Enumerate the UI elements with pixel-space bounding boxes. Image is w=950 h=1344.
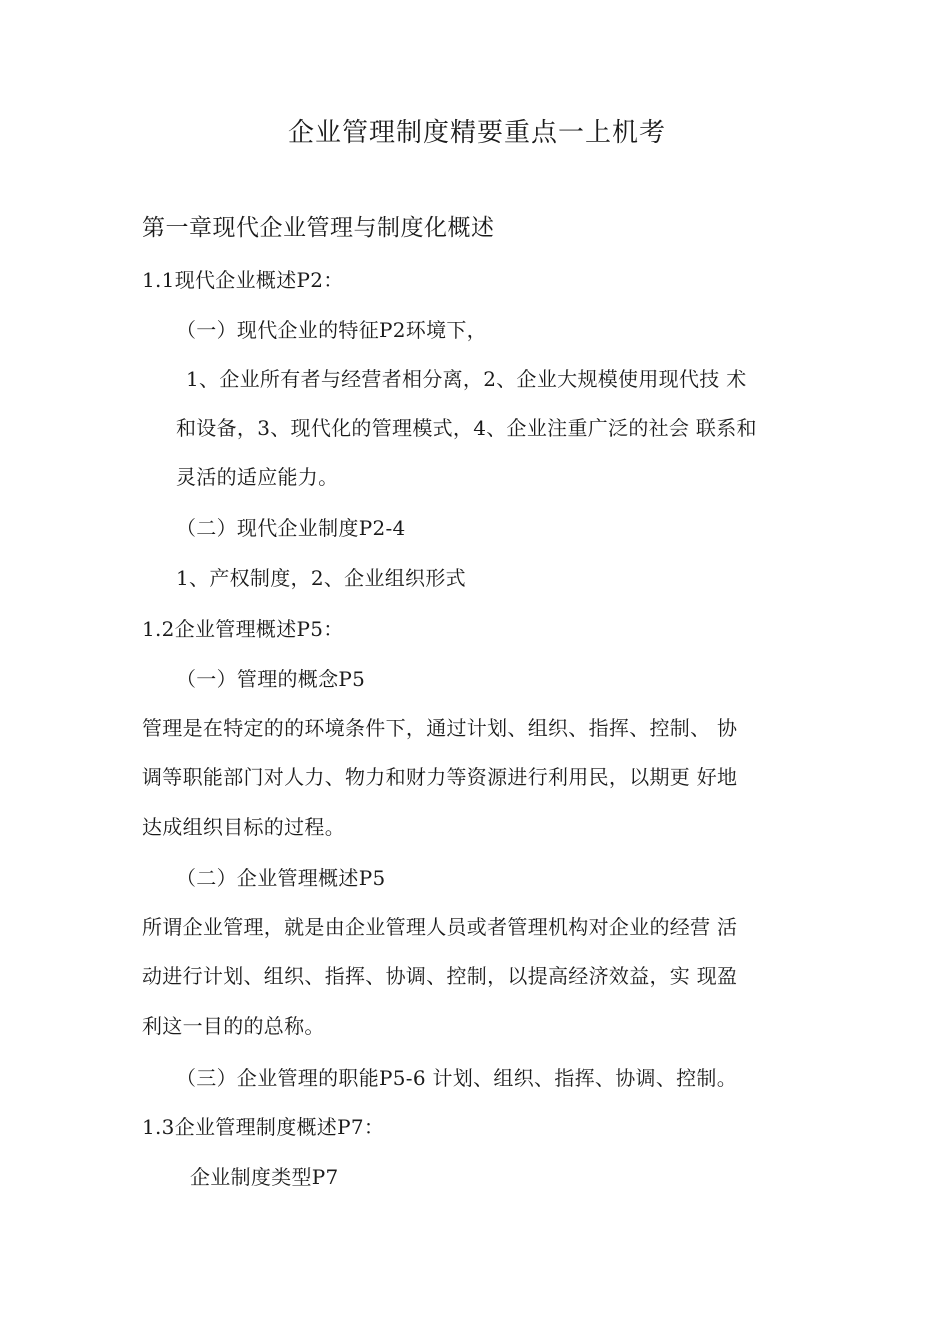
section-heading-1-2: 1.2企业管理概述P5： <box>142 617 344 641</box>
paragraph-line: 达成组织目标的过程。 <box>142 815 345 839</box>
subsection-heading-system: （二）现代企业制度P2-4 <box>176 516 406 540</box>
document-title: 企业管理制度精要重点一上机考 <box>288 118 667 148</box>
paragraph-line: 调等职能部门对人力、物力和财力等资源进行利用民，以期更 好地 <box>142 765 738 789</box>
paragraph-line: 1、产权制度，2、企业组织形式 <box>176 566 466 590</box>
paragraph-line: 动进行计划、组织、指挥、协调、控制，以提高经济效益，实 现盈 <box>142 964 738 988</box>
paragraph-line: 和设备，3、现代化的管理模式，4、企业注重广泛的社会 联系和 <box>176 416 757 440</box>
section-heading-1-3: 1.3企业管理制度概述P7： <box>142 1115 385 1139</box>
paragraph-line: 利这一目的的总称。 <box>142 1014 325 1038</box>
paragraph-line: 1、企业所有者与经营者相分离，2、企业大规模使用现代技 术 <box>186 367 747 391</box>
subsection-system-types: 企业制度类型P7 <box>190 1165 339 1189</box>
paragraph-line: 灵活的适应能力。 <box>176 465 339 489</box>
section-heading-1-1: 1.1现代企业概述P2： <box>142 268 344 292</box>
paragraph-line: 所谓企业管理，就是由企业管理人员或者管理机构对企业的经营 活 <box>142 915 738 939</box>
subsection-heading-features: （一）现代企业的特征P2环境下， <box>176 318 487 342</box>
chapter-heading: 第一章现代企业管理与制度化概述 <box>142 215 495 241</box>
subsection-heading-enterprise-management: （二）企业管理概述P5 <box>176 866 386 890</box>
subsection-heading-management-concept: （一）管理的概念P5 <box>176 667 366 691</box>
paragraph-line: 管理是在特定的的环境条件下，通过计划、组织、指挥、控制、 协 <box>142 716 738 740</box>
subsection-management-functions: （三）企业管理的职能P5-6 计划、组织、指挥、协调、控制。 <box>176 1066 738 1090</box>
